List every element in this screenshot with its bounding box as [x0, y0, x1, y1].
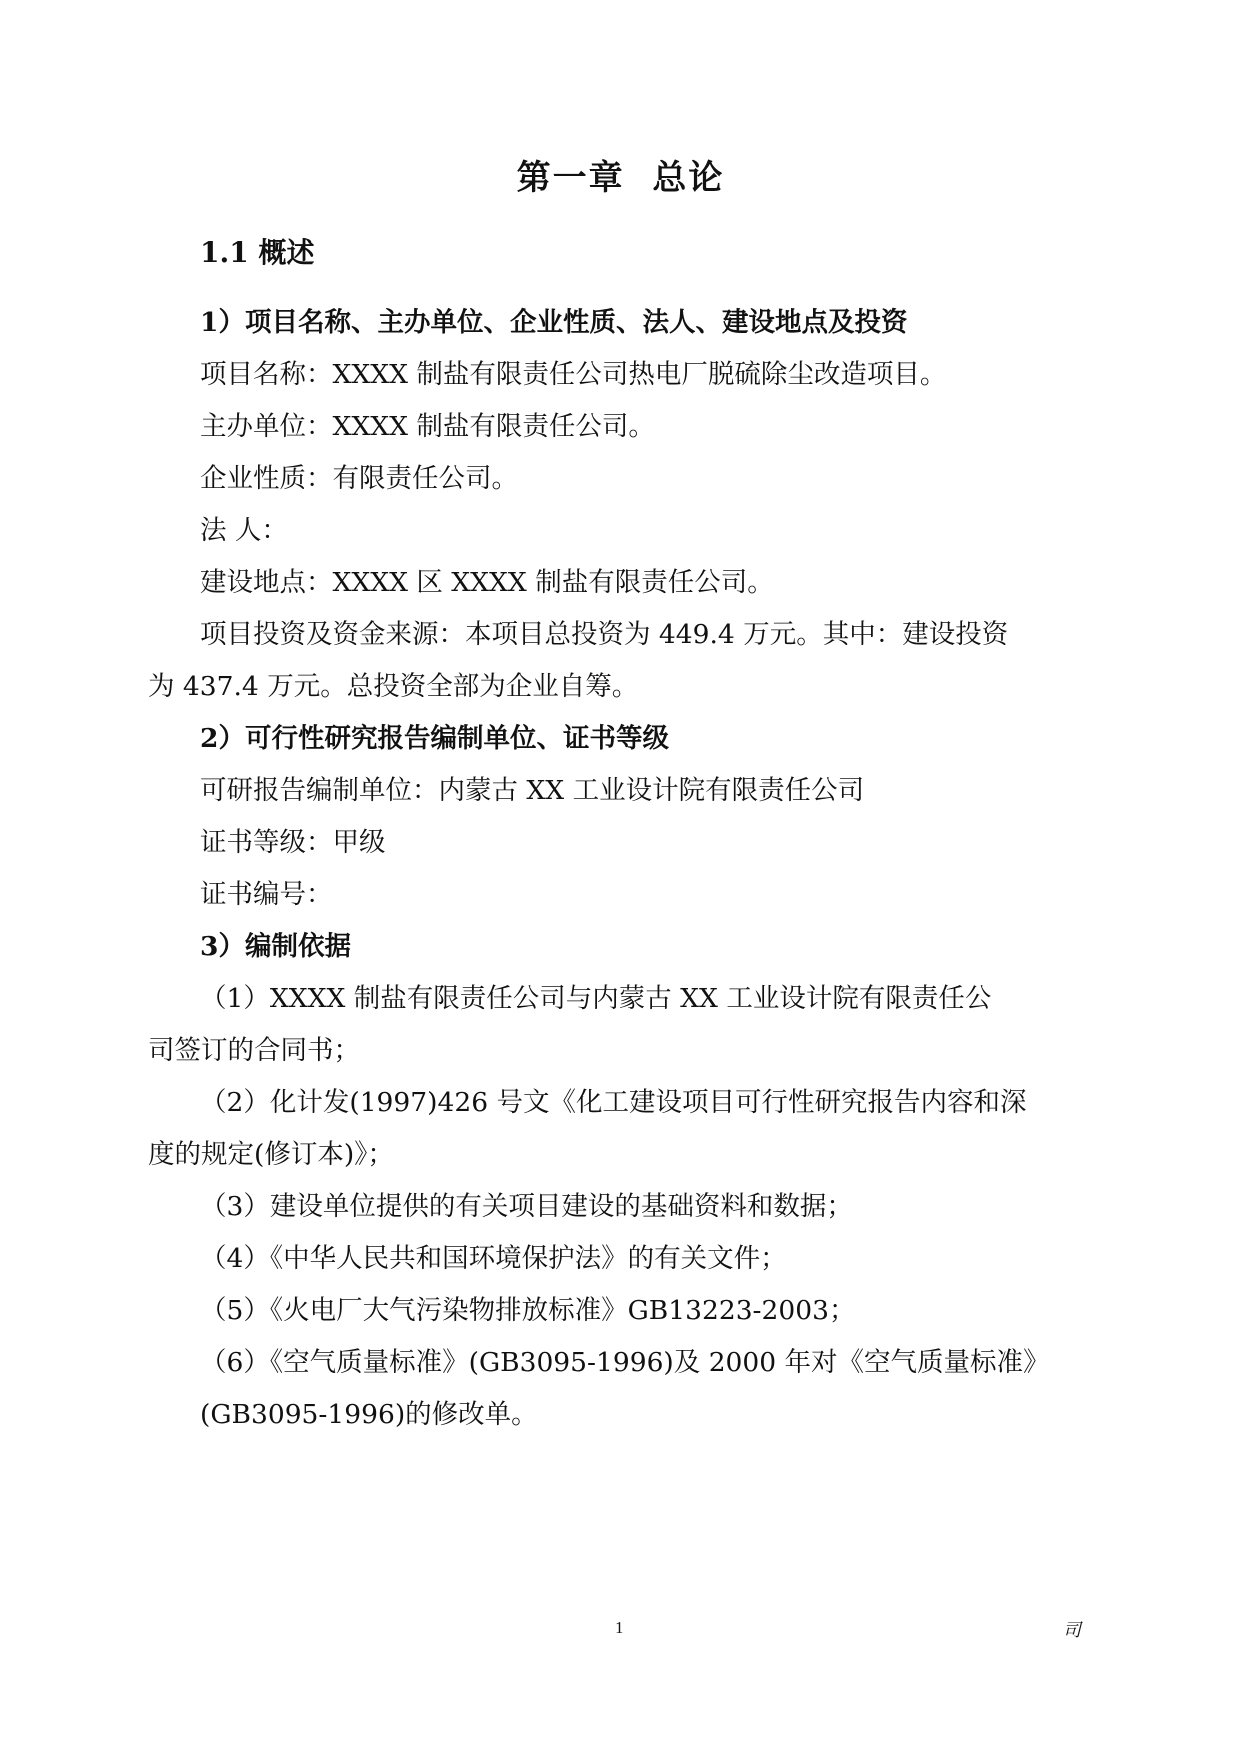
chapter-title: 第一章 总论 [516, 158, 725, 198]
project-name-line: 项目名称：XXXX 制盐有限责任公司热电厂脱硫除尘改造项目。 [200, 359, 947, 390]
basis-item-6-line-1: （6）《空气质量标准》(GB3095-1996)及 2000 年对《空气质量标准》 [200, 1347, 1050, 1378]
cert-level-line: 证书等级：甲级 [200, 827, 386, 858]
cert-number-line: 证书编号： [200, 879, 333, 910]
section-title: 1.1 概述 [200, 236, 315, 269]
legal-person-line: 法 人： [200, 515, 288, 546]
basis-item-2-line-1: （2）化计发(1997)426 号文《化工建设项目可行性研究报告内容和深 [200, 1087, 1027, 1118]
basis-item-2-line-2: 度的规定(修订本)》； [148, 1139, 394, 1170]
basis-item-1-line-2: 司签订的合同书； [148, 1035, 360, 1066]
page-number: 1 [615, 1618, 624, 1637]
basis-item-3: （3）建设单位提供的有关项目建设的基础资料和数据； [200, 1191, 853, 1222]
investment-line-1: 项目投资及资金来源：本项目总投资为 449.4 万元。其中：建设投资 [200, 619, 1009, 650]
investment-line-2: 为 437.4 万元。总投资全部为企业自筹。 [148, 671, 639, 702]
part3-heading: 3）编制依据 [200, 931, 351, 962]
corner-mark: 司 [1063, 1620, 1081, 1641]
basis-item-1-line-1: （1）XXXX 制盐有限责任公司与内蒙古 XX 工业设计院有限责任公 [200, 983, 992, 1014]
part1-heading: 1）项目名称、主办单位、企业性质、法人、建设地点及投资 [200, 307, 908, 338]
enterprise-nature-line: 企业性质：有限责任公司。 [200, 463, 518, 494]
basis-item-5: （5）《火电厂大气污染物排放标准》GB13223-2003； [200, 1295, 856, 1326]
location-line: 建设地点：XXXX 区 XXXX 制盐有限责任公司。 [200, 567, 774, 598]
part2-heading: 2）可行性研究报告编制单位、证书等级 [200, 723, 669, 754]
basis-item-4: （4）《中华人民共和国环境保护法》的有关文件； [200, 1243, 787, 1274]
compiler-line: 可研报告编制单位：内蒙古 XX 工业设计院有限责任公司 [200, 775, 865, 806]
host-unit-line: 主办单位：XXXX 制盐有限责任公司。 [200, 411, 655, 442]
basis-item-6-line-2: (GB3095-1996)的修改单。 [200, 1399, 538, 1430]
